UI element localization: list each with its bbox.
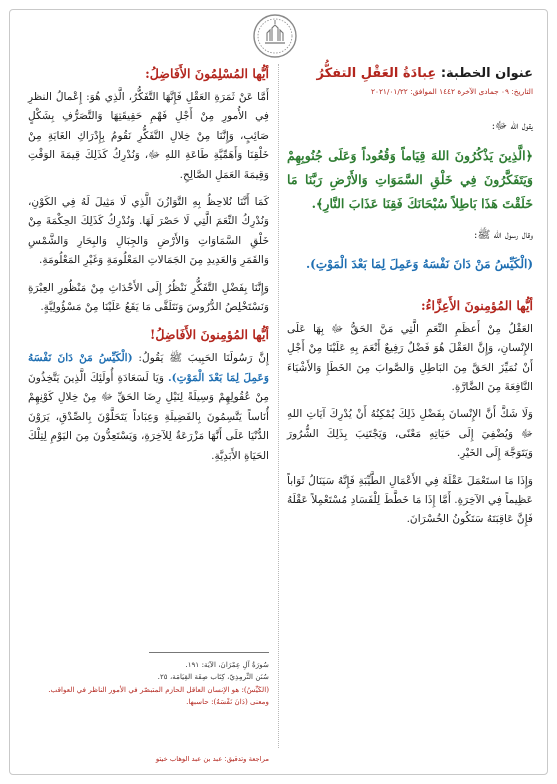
left-column [28, 64, 269, 474]
paragraph: العَقْلُ مِنْ أَعظَمِ النِّعَمِ الَّتِي مَنَّ الحَقُّ ﷻ بِهَا عَلَى الإِنْسانِ، وَإِنَّ العَقْلَ هُوَ فَضْلٌ رَفِيعٌ أَنْعَمَ بِهِ عَلَيْنَا مِنْ أَجْلِ أَنْ نُمَيِّزَ الحَقَّ مِنَ البَاطِلِ وَالصَّوابَ مِنَ الخَطَإِ وَالأَشْيَاءَ النَّافِعَةَ مِنَ الضَّارَّةِ. [287, 322, 533, 394]
right-column [287, 64, 533, 538]
footnote: سُورَةُ آلِ عِمْرَانَ، الآيَة: ١٩١. [185, 660, 269, 669]
hadith-intro: إِنَّ رَسُولَنَا الحَبِيبَ ﷺ يَقُولُ: [138, 352, 269, 365]
hadith-quote: (الْكَيِّسُ مَنْ دَانَ نَفْسَهُ وَعَمِلَ لِمَا بَعْدَ الْمَوْتِ). [306, 256, 533, 271]
section-heading-virtuous-muslims: أيُّها المُسْلِمُونَ الأَفَاضِلُ: [145, 66, 269, 81]
paragraph: كَمَا أَنَّنَا نُلاحِظُ بِهِ التَّوَازُنَ الَّذِي لَا مَثِيلَ لَهُ فِي الكَوْنِ، وَنُدْرِكُ النِّعَمَ الَّتِي لَا حَصْرَ لَهَا. وَنُدْرِكُ كَذَلِكَ الحِكْمَةَ مِنْ خَلْقِ السَّمَاوَاتِ وَالأَرْضِ وَالجِبَالِ وَالبِحَارِ وَالشَّمْسِ وَالقَمَرِ وَالعَدِيدِ مِنَ الجَمَالاتِ المَعْلُومَةِ وَغَيْرِ المَعْلُومَةِ. [28, 196, 269, 267]
quran-verse: ﴿الَّذِينَ يَذْكُرُونَ اللهَ قِيَاماً وَقُعُوداً وَعَلَى جُنُوبِهِمْ وَيَتَفَكَّرُونَ فِي خَلْقِ السَّمَوَاتِ وَالأَرْضِ رَبَّنَا مَا خَلَقْتَ هَذَا بَاطِلاً سُبْحَانَكَ فَقِنَا عَذَابَ النَّارِ﴾. [287, 148, 533, 212]
footnote: سُنَن التِّرمِذِيّ، كِتَاب صِفَة القِيَامَة، ٢٥. [157, 672, 269, 682]
title-main: عِبادَةُ العَقْلِ التفكُّرُ [316, 66, 437, 81]
date-line: التاريخ: ٠٩ جمادى الآخرة ١٤٤٢ الموافق: ٢٠٢١/٠١/٢٢ [371, 87, 533, 96]
page-title [287, 64, 533, 84]
section-heading-beloved-believers: أيُّها المُؤمِنونَ الأَعِزَّاءُ: [420, 297, 533, 313]
circular-emblem-icon [252, 13, 298, 59]
paragraph: وَإِذَا مَا استَعْمَلَ عَقْلَهُ فِي الأَعْمَالِ الطَّيِّبَةِ فَإِنَّهُ سَيَنَالُ ثَوَاباً عَظِيماً فِي الآخِرَةِ. أَمَّا إِذَا مَا خَطَّطَ لِلْفَسَادِ مُسْتَعْمِلاً عَقْلَهُ فَإِنَّ عَاقِبَتَهُ سَتَكُونُ الخُسْرَانَ. [287, 474, 533, 526]
footnote: ومعنى (دَانَ نَفْسَهُ): حاسبها. [186, 697, 269, 707]
intro-quran: يقول الله ﷻ: [491, 120, 533, 132]
paragraph: وَإِنَّنَا بِفَضْلِ التَّفَكُّرِ نَنْظُرُ إِلَى الأَحْدَاثِ مِنْ مَنْظُورِ العِبْرَةِ وَنَسْتَخْلِصُ الدُّرُوسَ وَنَتَلَقَّى مَا يَقَعُ عَلَيْنَا مِنْ مَسْؤُولِيَّةٍ. [28, 281, 269, 314]
review-credit: مراجعة وتدقيق: عبد بن عبد الوهاب خيتو [155, 755, 269, 763]
column-divider [278, 64, 280, 748]
paragraph: أَمَّا عَنْ ثَمَرَةِ العَقْلِ فَإِنَّهَا التَّفَكُّرُ، الَّذِي هُوَ: إِعْمالُ النظرِ فِي الأُمورِ مِنْ أَجْلِ فَهْمِ حَقِيقَتِهَا وَالتَّصَرُّفِ بِشَكْلٍ صَائِبٍ، وَإِنَّنَا مِنْ خِلالِ التَّفَكُّرِ نَقُومُ بِإِدْرَاكِ الغَايَةِ مِنْ خَلْقِنَا وَأَهَمِّيَّةِ طَاعَةِ اللهِ ﷻ، وَنُدْرِكُ كَذَلِكَ قِيمَةَ الوَقْتِ وَقِيمَةَ العَمَلِ الصَّالِحِ. [28, 91, 269, 181]
footnotes [28, 652, 269, 709]
section-heading-virtuous-believers: أيُّها المُؤمِنونَ الأَفَاضِلُ! [149, 327, 269, 343]
paragraph: وَلَا شَكَّ أَنَّ الإِنْسانَ بِفَضْلِ ذَلِكَ يُمْكِنُهُ أَنْ يُدْرِكَ آيَاتِ اللهِ ﷻ وَيُضْفِيَ إِلَى حَيَاتِهِ مَعْنًى، وَيَجْتَنِبَ بِذَلِكَ الشُّرُورَ وَيَتَوَجَّهَ إِلَى الخَيْرِ. [287, 408, 533, 460]
intro-hadith: وقال رسول الله ﷺ: [473, 229, 533, 242]
footnote-rule [149, 652, 269, 653]
title-prefix: عنوان الخطبة: [440, 66, 533, 81]
footnote: (الكَيِّسُ): هو الإنسان العاقل الحازم المتبصّر في الأمور الناظر في العواقب. [48, 684, 269, 694]
paragraph-rest: وَيَا لَسَعَادَةِ أُولَئِكَ الَّذِينَ يَتَّخِذُونَ مِنْ عُقُولِهِمْ وَسِيلَةً لِنَيْلِ رِضَا الحَقِّ ﷻ مِنْ خِلالِ كَوْنِهِمْ أُنَاساً يَتَّسِمُونَ بِالفَضِيلَةِ وَعِبَاداً يَتَحَلَّوْنَ بِالصِّدْقِ، يَرَوْنَ الدُّنْيَا عَلَى أَنَّهَا مَزْرَعَةٌ لِلآخِرَةِ، وَيَسْتَعِدُّونَ مِنَ اليَوْمِ لِتِلْكَ الحَيَاةِ الأَبَدِيَّةِ. [28, 371, 269, 462]
paragraph-with-hadith [28, 349, 269, 465]
hadith-quote-inline: (الْكَيِّسُ مَنْ دَانَ نَفْسَهُ وَعَمِلَ لِمَا بَعْدَ الْمَوْتِ). [28, 352, 269, 384]
